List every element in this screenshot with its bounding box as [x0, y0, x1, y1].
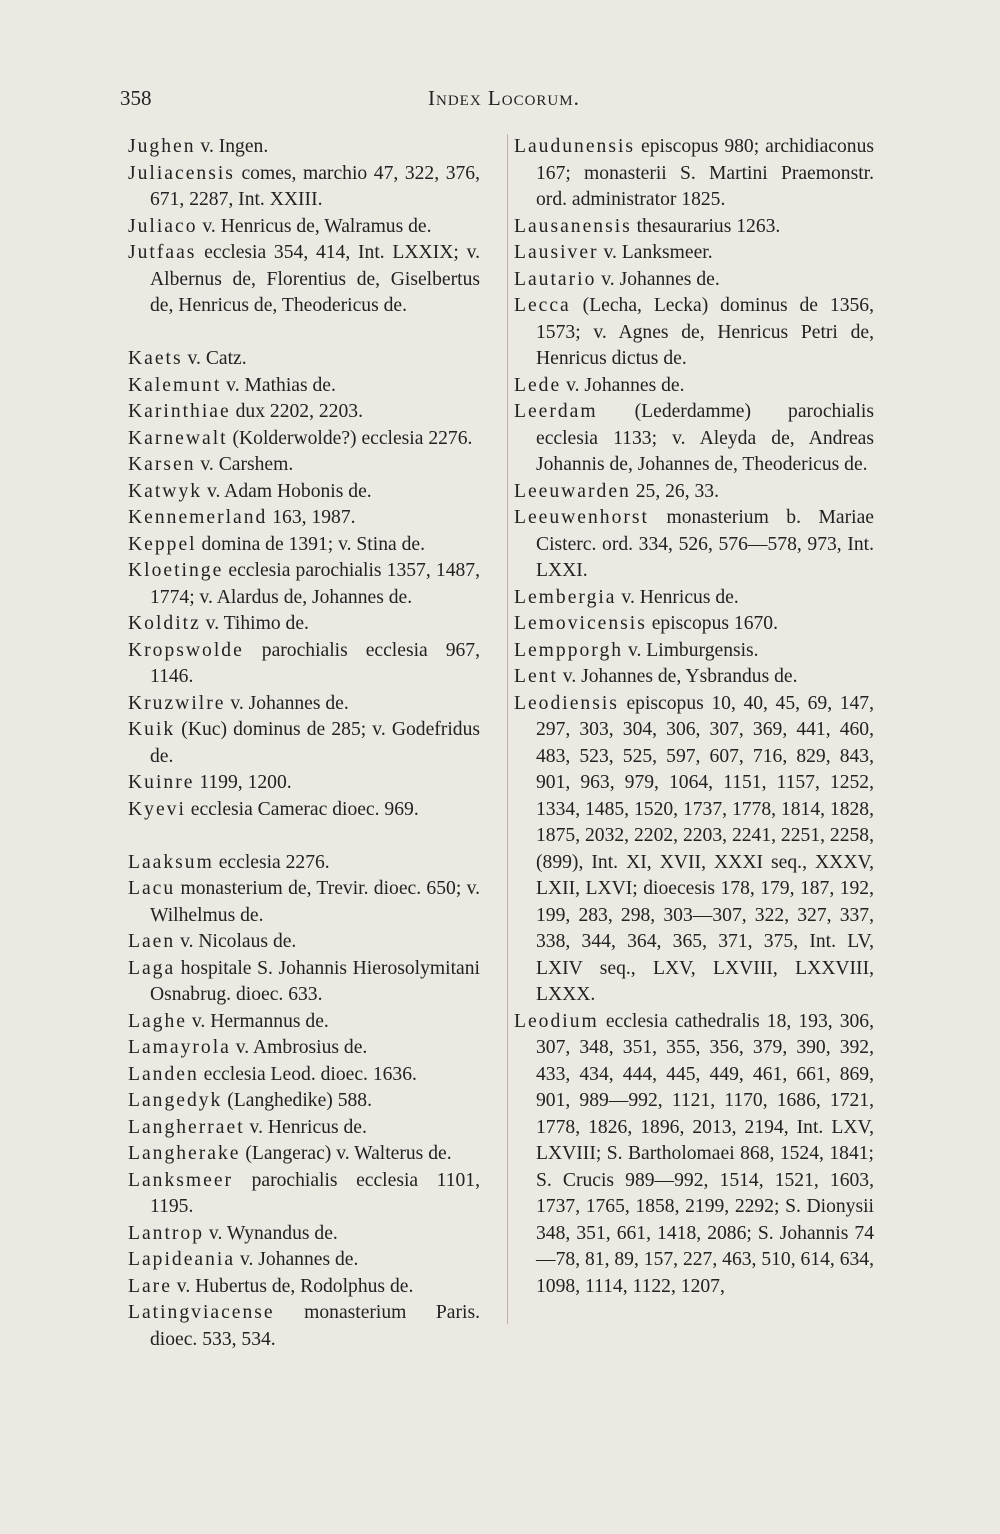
entry-text: (Kuc) dominus de 285; v. Godefridus de.: [150, 719, 480, 767]
entry-text: (Lecha, Lecka) dominus de 1356, 1573; v. Agnes de, Henricus Petri de, Henricus dictus de.: [536, 295, 874, 369]
entry-text: v. Henricus de.: [616, 586, 739, 608]
index-entry: [128, 1247, 480, 1274]
index-entry: [128, 797, 480, 824]
index-entry: [128, 426, 480, 453]
entry-text: v. Hermannus de.: [186, 1010, 329, 1032]
index-entry: [128, 850, 480, 877]
index-entry: [128, 1168, 480, 1221]
index-entry: [514, 399, 874, 479]
entry-headword: Lare: [128, 1275, 172, 1297]
entry-text: episcopus 10, 40, 45, 69, 147, 297, 303, 304, 306, 307, 369, 441, 460, 483, 523, 525, 597, 607, 716, 829, 843, 901, 963, 979, 1064, 1151, 1157, 1252, 1334, 1485, 1520, 1737, 1778, 1814, 1828, 1875, 2032, 2202, 2203, 2241, 2251, 2258, (899), Int. XI, XVII, XXXI seq., XXXV, LXII, LXVI; dioecesis 178, 179, 187, 192, 199, 283, 298, 303—307, 322, 327, 337, 338, 344, 364, 365, 371, 375, Int. LV, LXIV seq., LXV, LXVIII, LXXVIII, LXXX.: [536, 692, 874, 1005]
index-entry: [514, 240, 874, 267]
index-entry: [128, 1035, 480, 1062]
entry-headword: Lausanensis: [514, 215, 632, 237]
entry-text: dux 2202, 2203.: [230, 401, 363, 422]
entry-headword: Karinthiae: [128, 401, 231, 422]
entry-headword: Lanksmeer: [128, 1169, 234, 1191]
entry-text: episcopus 1670.: [646, 613, 778, 634]
index-entry: [128, 1009, 480, 1036]
index-entry: [128, 638, 480, 691]
index-entry: [128, 346, 480, 373]
entry-headword: Jughen: [128, 136, 196, 157]
index-entry: [128, 717, 480, 770]
entry-headword: Lempporgh: [514, 639, 624, 661]
entry-text: ecclesia parochialis 1357, 1487, 1774; v. Alardus de, Johannes de.: [150, 560, 480, 608]
index-entry: [514, 293, 874, 373]
entry-headword: Landen: [128, 1063, 199, 1085]
entry-text: 25, 26, 33.: [630, 480, 719, 502]
entry-headword: Lamayrola: [128, 1037, 231, 1058]
entry-headword: Laaksum: [128, 851, 214, 873]
entry-headword: Juliaco: [128, 215, 198, 237]
entry-text: thesaurarius 1263.: [631, 215, 781, 237]
entry-headword: Lautario: [514, 268, 597, 290]
entry-headword: Langedyk: [128, 1090, 223, 1111]
index-column-left: [128, 134, 480, 1353]
entry-headword: Kaets: [128, 348, 183, 369]
entry-headword: Kyevi: [128, 798, 186, 820]
entry-headword: Lemovicensis: [514, 613, 647, 634]
entry-text: v. Wynandus de.: [204, 1222, 338, 1244]
index-entry: [514, 134, 874, 214]
entry-headword: Lantrop: [128, 1222, 205, 1244]
entry-headword: Laga: [128, 957, 176, 979]
entry-headword: Lecca: [514, 295, 571, 316]
entry-headword: Latingviacense: [128, 1302, 275, 1323]
index-entry: [514, 611, 874, 638]
entry-text: v. Henricus de, Walramus de.: [197, 215, 432, 237]
entry-headword: Katwyk: [128, 480, 203, 502]
index-entry: [128, 691, 480, 718]
index-entry: [128, 956, 480, 1009]
index-entry: [128, 161, 480, 214]
running-head: Index Locorum.: [428, 86, 580, 110]
index-entry: [128, 1300, 480, 1353]
entry-text: v. Carshem.: [195, 454, 294, 475]
entry-text: v. Nicolaus de.: [175, 931, 297, 952]
entry-headword: Kalemunt: [128, 374, 222, 396]
entry-text: monasterium de, Trevir. dioec. 650; v. Wilhelmus de.: [150, 878, 480, 926]
entry-text: v. Johannes de.: [561, 374, 685, 396]
entry-headword: Lent: [514, 666, 558, 687]
entry-text: 163, 1987.: [267, 507, 356, 528]
index-entry: [128, 479, 480, 506]
index-entry: [128, 134, 480, 161]
index-entry: [128, 373, 480, 400]
index-entry: [128, 1221, 480, 1248]
entry-text: v. Catz.: [182, 348, 247, 369]
index-entry: [128, 240, 480, 320]
entry-headword: Langherraet: [128, 1116, 245, 1138]
entry-headword: Lacu: [128, 878, 176, 899]
entry-text: ecclesia 354, 414, Int. LXXIX; v. Albernus de, Florentius de, Giselbertus de, Henricus de, Theodericus de.: [150, 242, 480, 316]
index-entry: [128, 770, 480, 797]
entry-text: hospitale S. Johannis Hierosolymitani Osnabrug. dioec. 633.: [150, 957, 480, 1005]
entry-text: v. Limburgensis.: [623, 639, 759, 661]
entry-headword: Lausiver: [514, 242, 599, 263]
index-entry: [128, 1141, 480, 1168]
entry-text: ecclesia cathedralis 18, 193, 306, 307, 348, 351, 355, 356, 379, 390, 392, 433, 434, 444, 445, 449, 461, 661, 869, 901, 989—992, 1121, 1170, 1686, 1721, 1778, 1826, 1896, 2013, 2194, Int. LXV, LXVIII; S. Bartholomaei 868, 1524, 1841; S. Crucis 989—992, 1514, 1521, 1603, 1737, 1765, 1858, 2199, 2292; S. Dionysii 348, 351, 661, 1418, 2086; S. Johannis 74—78, 81, 89, 157, 227, 463, 510, 614, 634, 1098, 1114, 1122, 1207,: [536, 1010, 874, 1297]
entry-headword: Lede: [514, 374, 562, 396]
entry-headword: Kropswolde: [128, 639, 244, 661]
index-entry: [128, 1274, 480, 1301]
index-entry: [514, 638, 874, 665]
entry-text: parochialis ecclesia 1101, 1195.: [150, 1169, 480, 1217]
entry-headword: Kuik: [128, 719, 176, 740]
index-entry: [128, 1088, 480, 1115]
index-entry: [514, 505, 874, 585]
entry-headword: Leeuwenhorst: [514, 507, 649, 528]
column-divider: [507, 134, 508, 1324]
entry-headword: Laudunensis: [514, 136, 636, 157]
entry-headword: Keppel: [128, 533, 197, 555]
entry-headword: Langherake: [128, 1143, 241, 1164]
entry-text: monasterium Paris. dioec. 533, 534.: [150, 1302, 480, 1350]
index-entry: [128, 399, 480, 426]
index-entry: [514, 479, 874, 506]
entry-text: v. Johannes de, Ysbrandus de.: [557, 666, 798, 687]
entry-text: (Kolderwolde?) ecclesia 2276.: [227, 427, 473, 449]
entry-headword: Karsen: [128, 454, 196, 475]
entry-text: v. Johannes de.: [225, 692, 349, 714]
index-entry: [128, 1062, 480, 1089]
entry-headword: Leerdam: [514, 401, 598, 422]
entry-headword: Lembergia: [514, 586, 617, 608]
index-entry: [128, 532, 480, 559]
entry-text: 1199, 1200.: [194, 772, 292, 793]
entry-headword: Laghe: [128, 1010, 187, 1032]
index-entry: [128, 876, 480, 929]
index-entry: [128, 505, 480, 532]
index-entry: [514, 585, 874, 612]
index-entry: [514, 373, 874, 400]
entry-headword: Kruzwilre: [128, 692, 226, 714]
entry-text: (Langhedike) 588.: [222, 1090, 372, 1111]
entry-text: domina de 1391; v. Stina de.: [196, 533, 425, 555]
entry-text: v. Johannes de.: [235, 1249, 359, 1270]
index-entry: [514, 1009, 874, 1301]
page-number: 358: [120, 86, 152, 110]
index-entry: [128, 929, 480, 956]
index-entry: [128, 452, 480, 479]
entry-text: v. Henricus de.: [244, 1116, 367, 1138]
index-entry: [128, 1115, 480, 1142]
entry-text: v. Lanksmeer.: [598, 242, 713, 263]
entry-headword: Kolditz: [128, 613, 201, 634]
entry-headword: Leodium: [514, 1010, 599, 1032]
entry-text: ecclesia Camerac dioec. 969.: [185, 798, 419, 820]
entry-text: monasterium b. Mariae Cisterc. ord. 334, 526, 576—578, 973, Int. LXXI.: [536, 507, 874, 581]
index-entry: [128, 558, 480, 611]
section-gap: [128, 320, 480, 347]
entry-text: v. Ambrosius de.: [230, 1037, 368, 1058]
index-column-right: [514, 134, 874, 1300]
entry-headword: Karnewalt: [128, 427, 228, 449]
index-entry: [514, 691, 874, 1009]
entry-text: ecclesia Leod. dioec. 1636.: [198, 1063, 417, 1085]
entry-headword: Laen: [128, 931, 176, 952]
entry-text: parochialis ecclesia 967, 1146.: [150, 639, 480, 687]
entry-text: v. Mathias de.: [221, 374, 336, 396]
entry-text: episcopus 980; archidiaconus 167; monasterii S. Martini Praemonstr. ord. administrator 1825.: [536, 136, 874, 210]
index-entry: [514, 267, 874, 294]
entry-text: v. Tihimo de.: [200, 613, 309, 634]
index-entry: [128, 214, 480, 241]
entry-headword: Kennemerland: [128, 507, 268, 528]
entry-text: v. Adam Hobonis de.: [202, 480, 372, 502]
entry-headword: Leeuwarden: [514, 480, 631, 502]
entry-text: comes, marchio 47, 322, 376, 671, 2287, Int. XXIII.: [150, 162, 480, 210]
entry-headword: Kuinre: [128, 772, 195, 793]
entry-text: ecclesia 2276.: [213, 851, 330, 873]
entry-headword: Jutfaas: [128, 242, 197, 263]
section-gap: [128, 823, 480, 850]
entry-headword: Lapideania: [128, 1249, 236, 1270]
entry-text: v. Hubertus de, Rodolphus de.: [171, 1275, 414, 1297]
entry-text: v. Ingen.: [195, 136, 269, 157]
index-entry: [514, 214, 874, 241]
entry-text: (Lederdamme) parochialis ecclesia 1133; v. Aleyda de, Andreas Johannis de, Johannes de, Theodericus de.: [536, 401, 874, 475]
index-entry: [514, 664, 874, 691]
entry-headword: Leodiensis: [514, 692, 619, 714]
entry-headword: Juliacensis: [128, 162, 235, 184]
index-entry: [128, 611, 480, 638]
entry-text: (Langerac) v. Walterus de.: [240, 1143, 452, 1164]
entry-headword: Kloetinge: [128, 560, 224, 581]
entry-text: v. Johannes de.: [596, 268, 720, 290]
